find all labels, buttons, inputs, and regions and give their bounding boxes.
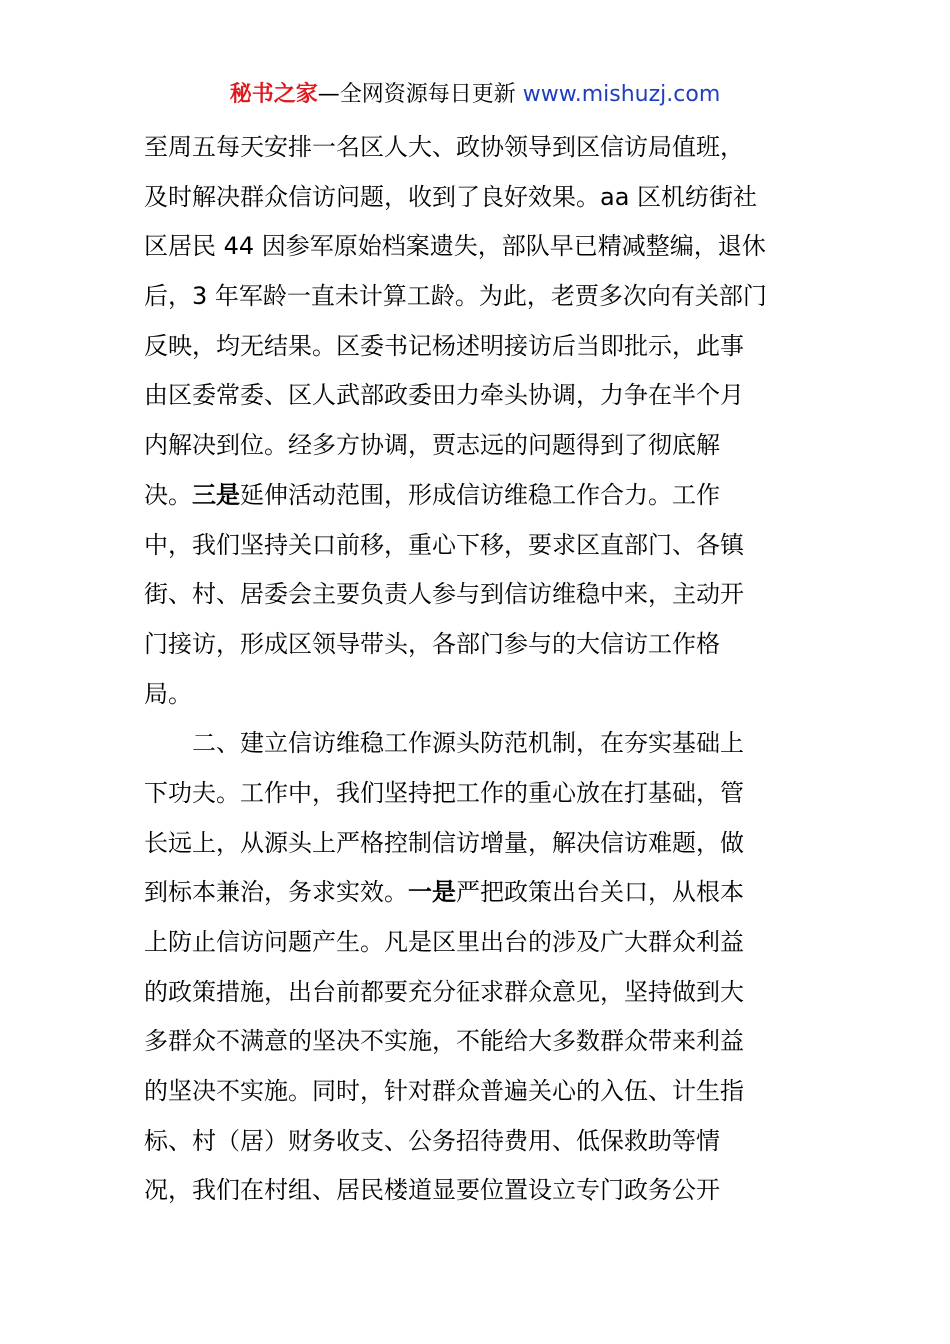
text-line: 中，我们坚持关口前移，重心下移，要求区直部门、各镇 <box>144 530 744 559</box>
page-header <box>0 78 950 112</box>
text-line: 门接访，形成区领导带头，各部门参与的大信访工作格 <box>144 629 720 658</box>
header-tagline: 全网资源每日更新 <box>339 82 516 107</box>
text-line: 内解决到位。经多方协调，贾志远的问题得到了彻底解 <box>144 431 720 460</box>
emphasis-marker: 一是 <box>408 878 456 907</box>
text-line: 的政策措施，出台前都要充分征求群众意见，坚持做到大 <box>144 977 744 1006</box>
text-line: 后，3 年军龄一直未计算工龄。为此，老贾多次向有关部门 <box>144 282 767 311</box>
text-line: 反映，均无结果。区委书记杨述明接访后当即批示，此事 <box>144 331 744 360</box>
text-line: 的坚决不实施。同时，针对群众普遍关心的入伍、计生指 <box>144 1077 744 1106</box>
emphasis-marker: 三是 <box>192 480 240 509</box>
text-line: 况，我们在村组、居民楼道显要位置设立专门政务公开 <box>144 1176 720 1205</box>
section-heading-line: 二、建立信访维稳工作源头防范机制，在夯实基础上 <box>192 729 744 758</box>
text-line: 区居民 44 因参军原始档案遗失，部队早已精减整编，退休 <box>144 232 766 261</box>
text-line: 长远上，从源头上严格控制信访增量，解决信访难题，做 <box>144 828 744 857</box>
text-line: 上防止信访问题产生。凡是区里出台的涉及广大群众利益 <box>144 928 744 956</box>
text-line: 下功夫。工作中，我们坚持把工作的重心放在打基础，管 <box>144 778 744 807</box>
document-body <box>144 123 808 1216</box>
text-line: 标、村（居）财务收支、公务招待费用、低保救助等情 <box>144 1126 720 1155</box>
header-dash: — <box>317 82 340 107</box>
text-line: 局。 <box>144 679 192 708</box>
text-line: 至周五每天安排一名区人大、政协领导到区信访局值班， <box>144 133 744 161</box>
header-url-link[interactable]: www.mishuzj.com <box>522 82 721 107</box>
text-line: 多群众不满意的坚决不实施，不能给大多数群众带来利益 <box>144 1027 744 1056</box>
text-line: 决。三是延伸活动范围，形成信访维稳工作合力。工作 <box>144 480 720 509</box>
brand-name: 秘书之家 <box>229 82 318 107</box>
text-line: 及时解决群众信访问题，收到了良好效果。aa 区机纺街社 <box>144 182 758 211</box>
text-line: 到标本兼治，务求实效。一是严把政策出台关口，从根本 <box>144 878 744 907</box>
text-line: 由区委常委、区人武部政委田力牵头协调，力争在半个月 <box>144 381 744 410</box>
text-line: 街、村、居委会主要负责人参与到信访维稳中来，主动开 <box>144 580 744 609</box>
